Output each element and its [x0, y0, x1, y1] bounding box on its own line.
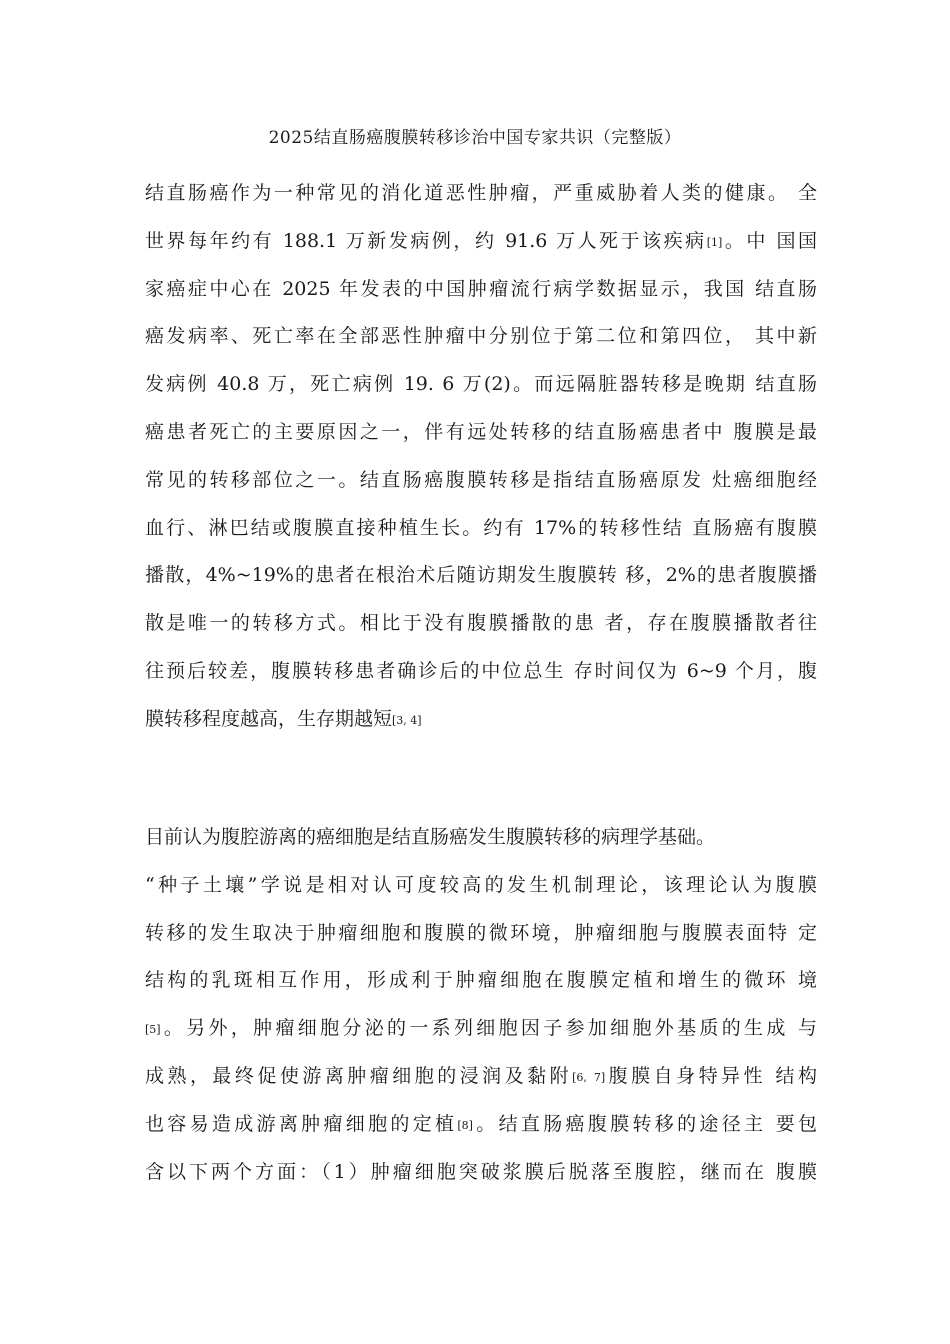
text-line — [145, 870, 817, 900]
text-line — [145, 369, 817, 399]
text-line — [145, 226, 817, 258]
line-text: 转移的发生取决于肿瘤细胞和腹膜的微环境，肿瘤细胞与腹膜表面特 定 — [145, 921, 817, 944]
line-text-after-ref: 。中 国国 — [722, 229, 817, 252]
line-text: 目前认为腹腔游离的癌细胞是结直肠癌发生腹膜转移的病理学基础。 — [145, 826, 716, 848]
text-line — [145, 465, 817, 495]
text-line — [145, 822, 817, 852]
text-line — [145, 321, 817, 351]
text-line — [145, 274, 817, 304]
text-line — [145, 560, 817, 590]
line-text: 往预后较差，腹膜转移患者确诊后的中位总生 存时间仅为 6~9 个月，腹 — [145, 660, 817, 682]
line-text: 也容易造成游离肿瘤细胞的定植 — [145, 1112, 458, 1135]
line-text-after-ref: 。另外，肿瘤细胞分泌的一系列细胞因子参加细胞外基质的生成 与 — [160, 1017, 817, 1040]
line-text: 常见的转移部位之一。结直肠癌腹膜转移是指结直肠癌原发 灶癌细胞经 — [145, 468, 817, 491]
line-text: 世界每年约有 188.1 万新发病例，约 91.6 万人死于该疾病 — [145, 229, 707, 252]
citation-ref: [8] — [457, 1118, 473, 1132]
citation-ref: [6, 7] — [572, 1071, 606, 1084]
text-line — [145, 178, 817, 208]
text-line — [145, 608, 817, 638]
line-text: 含以下两个方面：（1）肿瘤细胞突破浆膜后脱落至腹腔，继而在 腹膜 — [145, 1160, 817, 1183]
citation-ref: [3, 4] — [392, 713, 422, 727]
text-line — [145, 656, 817, 686]
text-line — [145, 513, 817, 543]
line-text: 播散，4%~19%的患者在根治术后随访期发生腹膜转 移，2%的患者腹膜播 — [145, 564, 817, 587]
line-text: 结构的乳斑相互作用，形成利于肿瘤细胞在腹膜定植和增生的微环 境 — [145, 969, 817, 992]
line-text: 膜转移程度越高，生存期越短 — [145, 707, 393, 730]
line-text: 家癌症中心在 2025 年发表的中国肿瘤流行病学数据显示，我国 结直肠 — [145, 277, 817, 300]
line-text: 发病例 40.8 万，死亡病例 19. 6 万(2)。而远隔脏器转移是晚期 结直肠 — [145, 373, 817, 396]
text-line — [145, 1013, 817, 1045]
line-text-after-ref: 腹膜自身特异性 结构 — [605, 1065, 817, 1087]
text-line — [145, 918, 817, 948]
text-line — [145, 1109, 817, 1141]
line-text-after-ref: 。结直肠癌腹膜转移的途径主 要包 — [472, 1112, 817, 1135]
line-text: “种子土壤”学说是相对认可度较高的发生机制理论，该理论认为腹膜 — [145, 873, 817, 896]
text-line — [145, 1157, 817, 1187]
line-text: 癌发病率、死亡率在全部恶性肿瘤中分别位于第二位和第四位， 其中新 — [145, 325, 817, 348]
text-line — [145, 417, 817, 447]
line-text: 癌患者死亡的主要原因之一，伴有远处转移的结直肠癌患者中 腹膜是最 — [145, 421, 817, 443]
line-text: 结直肠癌作为一种常见的消化道恶性肿瘤，严重威胁着人类的健康。 全 — [145, 182, 817, 204]
text-line — [145, 965, 817, 995]
citation-ref: [1] — [706, 235, 723, 249]
line-text: 成熟，最终促使游离肿瘤细胞的浸润及黏附 — [145, 1065, 573, 1087]
citation-ref: [5] — [145, 1023, 161, 1037]
line-text: 散是唯一的转移方式。相比于没有腹膜播散的患 者，存在腹膜播散者往 — [145, 612, 817, 635]
line-text: 血行、淋巴结或腹膜直接种植生长。约有 17%的转移性结 直肠癌有腹膜 — [145, 516, 817, 539]
document-title: 2025结直肠癌腹膜转移诊治中国专家共识（完整版） — [268, 128, 682, 148]
text-line — [145, 1061, 817, 1093]
text-line — [145, 704, 817, 736]
